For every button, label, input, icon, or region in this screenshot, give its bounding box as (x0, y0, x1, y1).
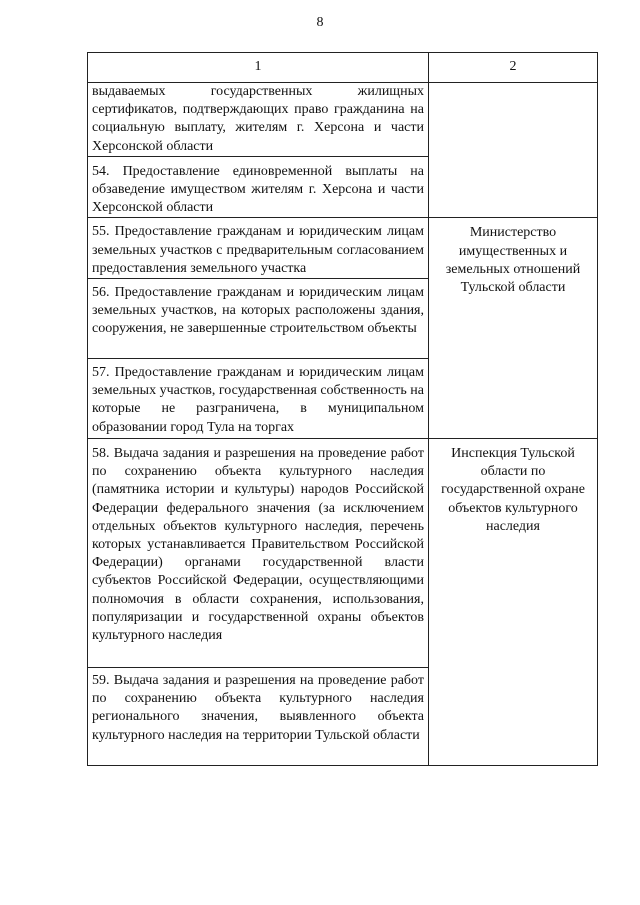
column-header-2: 2 (429, 53, 598, 83)
table-header-row (88, 53, 598, 83)
agency-cell-empty (429, 83, 598, 218)
services-table (87, 52, 598, 766)
table-row (88, 439, 598, 668)
service-cell: 54. Предоставление единовременной выплаты на обзаведение имуществом жителям г. Херсона и части Херсонской области (88, 156, 429, 218)
page-number: 8 (316, 15, 324, 30)
service-cell: 57. Предоставление гражданам и юридическим лицам земельных участков, государственная собственность на которые не разграничена, в муниципальном образовании город Тула на торгах (88, 359, 429, 439)
table-row (88, 83, 598, 157)
agency-cell-ministry: Министерство имущественных и земельных отношений Тульской области (429, 218, 598, 439)
service-cell: 58. Выдача задания и разрешения на проведение работ по сохранению объекта культурного наследия (памятника истории и культуры) народов Российской Федерации федерального значения (за исключением отдельных объектов культурного наследия, перечень которых устанавливается Правительством Российской Федерации) органами государственной власти субъектов Российской Федерации, осуществляющими полномочия в области сохранения, использования, популяризации и государственной охраны объектов культурного наследия (88, 439, 429, 668)
table-row (88, 218, 598, 279)
service-cell: 55. Предоставление гражданам и юридическим лицам земельных участков с предварительным согласованием предоставления земельного участка (88, 218, 429, 279)
service-cell: 56. Предоставление гражданам и юридическим лицам земельных участков, на которых расположены здания, сооружения, не завершенные строительством объекты (88, 279, 429, 359)
service-cell: 59. Выдача задания и разрешения на проведение работ по сохранению объекта культурного наследия регионального значения, выявленного объекта культурного наследия на территории Тульской области (88, 668, 429, 766)
column-header-1: 1 (88, 53, 429, 83)
service-cell: выдаваемых государственных жилищных сертификатов, подтверждающих право гражданина на социальную выплату, жителям г. Херсона и части Херсонской области (88, 83, 429, 157)
agency-cell-inspection: Инспекция Тульской области по государственной охране объектов культурного наследия (429, 439, 598, 766)
